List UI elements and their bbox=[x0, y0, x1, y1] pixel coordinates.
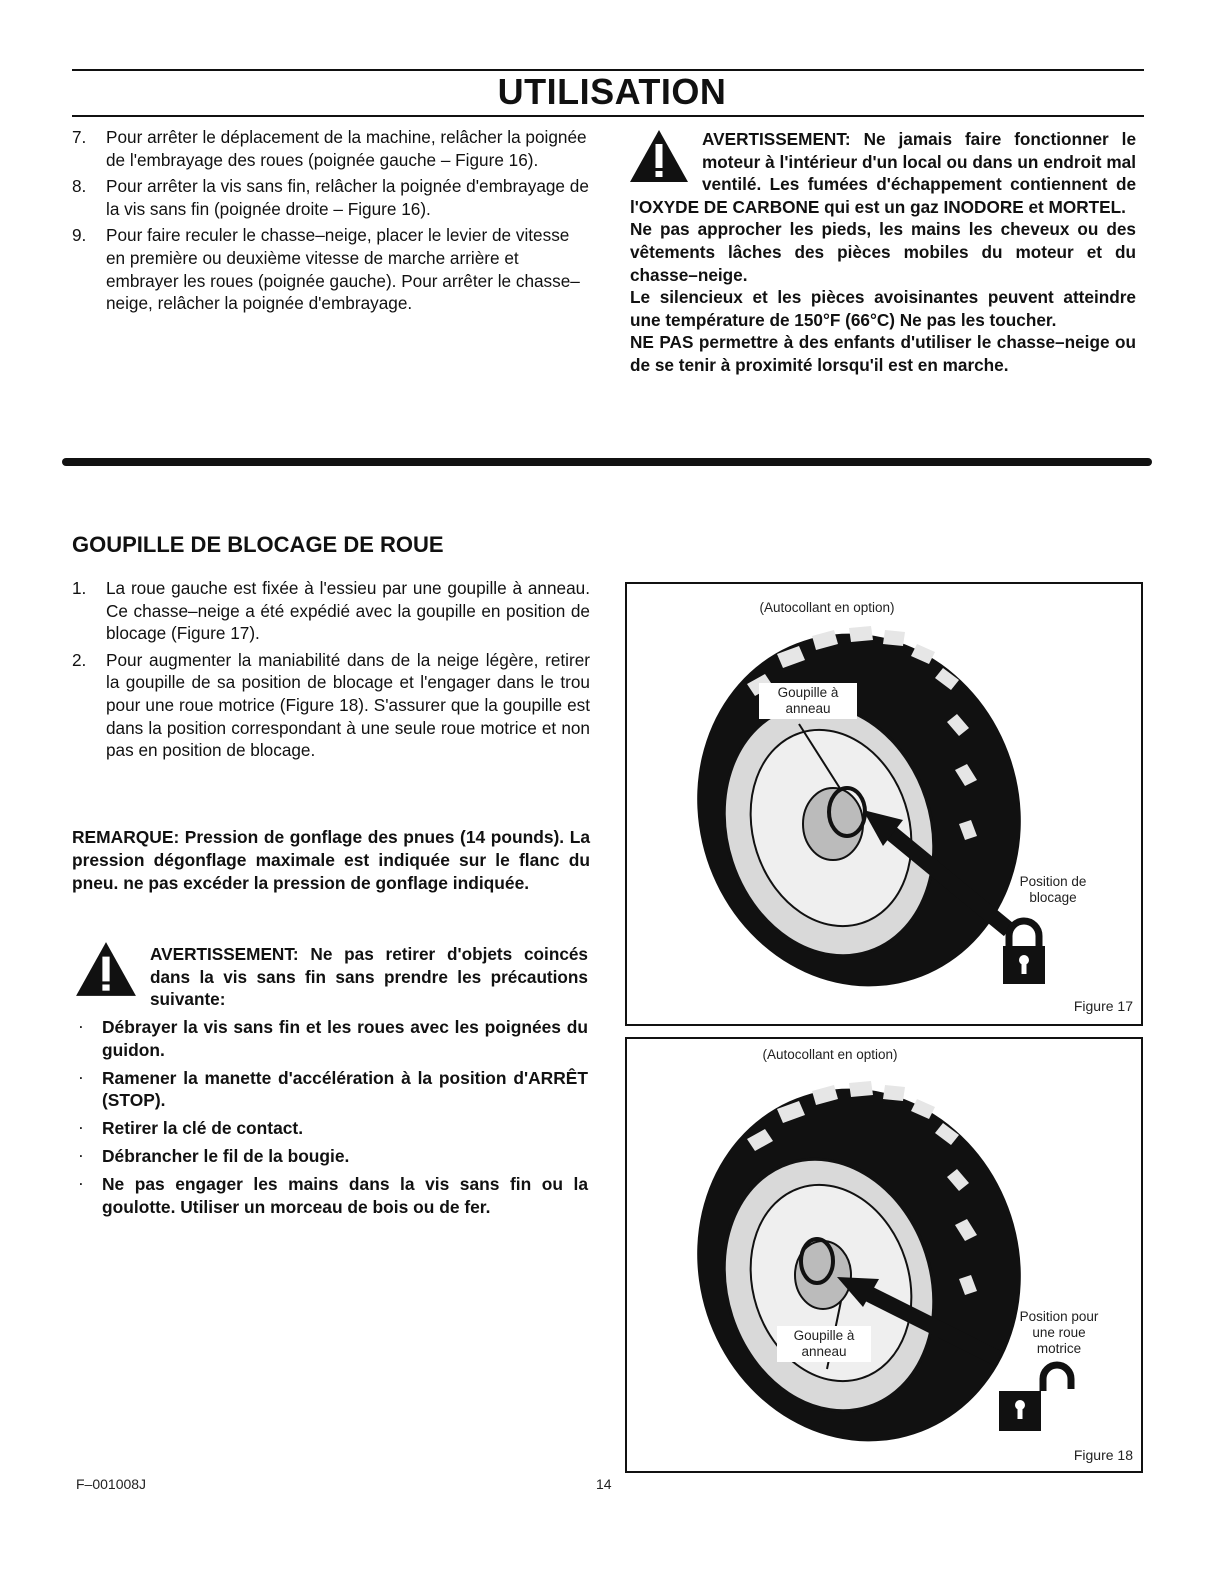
warning-triangle-icon bbox=[74, 940, 138, 998]
unlocked-padlock-icon bbox=[997, 1361, 1077, 1433]
step-number: 7. bbox=[72, 127, 87, 147]
list-item bbox=[72, 224, 590, 314]
page-number: 14 bbox=[596, 1476, 612, 1492]
list-item bbox=[72, 1067, 588, 1113]
bullet-dot: · bbox=[78, 1144, 84, 1165]
list-item bbox=[72, 126, 590, 171]
decal-label: (Autocollant en option) bbox=[759, 600, 895, 615]
step-number: 8. bbox=[72, 176, 87, 197]
bullet-text: Ne pas engager les mains dans la vis sans fin ou la goulotte. Utiliser un morceau de bois ou de fer. bbox=[102, 1173, 588, 1217]
section-heading: GOUPILLE DE BLOCAGE DE ROUE bbox=[72, 532, 444, 557]
figure-caption: Figure 17 bbox=[1073, 998, 1133, 1014]
list-item bbox=[72, 1016, 588, 1062]
lock-position-label: Position de blocage bbox=[1019, 874, 1087, 905]
warning-text: AVERTISSEMENT: Ne jamais faire fonctionner le moteur à l'intérieur d'un local ou dans un endroit mal ventilé. Les fumées d'échappement contiennent de l'OXYDE DE CARBONE qui est un gaz INODORE et MORTEL. bbox=[630, 129, 1136, 217]
list-item bbox=[72, 1117, 588, 1140]
step-number: 1. bbox=[72, 578, 87, 598]
step-text: Pour arrêter le déplacement de la machine, relâcher la poignée de l'embrayage des roues (poignée gauche – Figure 16). bbox=[106, 127, 587, 170]
locked-padlock-icon bbox=[1001, 916, 1047, 986]
bullet-dot: · bbox=[78, 1066, 84, 1087]
ring-pin-label: Goupille à anneau bbox=[777, 1326, 871, 1362]
tire-pressure-remark: REMARQUE: Pression de gonflage des pnues (14 pounds). La pression dégonflage maximale est indiquée sur le flanc du pneu. ne pas excéder la pression de gonflage indiquée. bbox=[72, 827, 590, 893]
figure-18 bbox=[625, 1037, 1143, 1473]
step-text: Pour augmenter la maniabilité dans de la neige légère, retirer la goupille de sa position de blocage et l'engager dans le trou pour une roue motrice (Figure 18). S'assurer que la goupille est dans la position correspondant à une seule roue motrice et non pas en position de blocage. bbox=[106, 649, 590, 761]
bullet-text: Retirer la clé de contact. bbox=[102, 1118, 304, 1139]
ring-pin-label: Goupille à anneau bbox=[759, 683, 857, 719]
section-divider bbox=[62, 458, 1152, 466]
figure-17 bbox=[625, 582, 1143, 1026]
warning-text: Le silencieux et les pièces avoisinantes peuvent atteindre une température de 150°F (66°C) Ne pas les toucher. bbox=[630, 287, 1136, 330]
list-item bbox=[72, 1145, 588, 1168]
drive-position-label: Position pour une roue motrice bbox=[1019, 1309, 1099, 1356]
warning-top bbox=[630, 128, 1136, 377]
bullet-dot: · bbox=[78, 1172, 84, 1193]
bullet-text: Débrayer la vis sans fin et les roues avec les poignées du guidon. bbox=[102, 1017, 588, 1060]
figure-caption: Figure 18 bbox=[1073, 1447, 1133, 1463]
bullet-text: Ramener la manette d'accélération à la position d'ARRÊT (STOP). bbox=[102, 1067, 588, 1111]
bullet-text: Débrancher le fil de la bougie. bbox=[102, 1145, 350, 1166]
page-title: UTILISATION bbox=[497, 71, 727, 112]
warning-text: Ne pas approcher les pieds, les mains les cheveux ou des vêtements lâches des pièces mobiles du moteur et du chasse–neige. bbox=[630, 219, 1136, 285]
operation-steps bbox=[72, 126, 590, 319]
step-text: Pour arrêter la vis sans fin, relâcher la poignée d'embrayage de la vis sans fin (poignée droite – Figure 16). bbox=[106, 176, 589, 219]
list-item bbox=[72, 1173, 588, 1219]
list-item bbox=[72, 175, 590, 220]
wheel-illustration bbox=[627, 584, 1141, 1024]
warning-text: NE PAS permettre à des enfants d'utiliser le chasse–neige ou de se tenir à proximité lorsqu'il est en marche. bbox=[630, 332, 1136, 375]
step-text: La roue gauche est fixée à l'essieu par une goupille à anneau. Ce chasse–neige a été expédié avec la goupille en position de blocage (Figure 17). bbox=[106, 578, 590, 644]
decal-label: (Autocollant en option) bbox=[762, 1047, 898, 1062]
header-bottom-rule bbox=[72, 115, 1144, 117]
document-code: F–001008J bbox=[76, 1476, 147, 1492]
step-number: 9. bbox=[72, 225, 87, 246]
bullet-dot: · bbox=[78, 1117, 84, 1138]
list-item bbox=[72, 577, 590, 645]
list-item bbox=[72, 649, 590, 762]
step-text: Pour faire reculer le chasse–neige, placer le levier de vitesse en première ou deuxième vitesse de marche arrière et embrayer les roues (poignée gauche). Pour arrêter le chasse–neige, relâcher la poignée d'embrayage. bbox=[106, 225, 580, 314]
auger-warning: AVERTISSEMENT: Ne pas retirer d'objets coincés dans la vis sans fin sans prendre les précautions suivante: bbox=[150, 944, 588, 1010]
pin-steps bbox=[72, 577, 590, 766]
bullet-dot: · bbox=[78, 1016, 84, 1036]
step-number: 2. bbox=[72, 649, 87, 670]
precaution-list bbox=[72, 1016, 588, 1223]
